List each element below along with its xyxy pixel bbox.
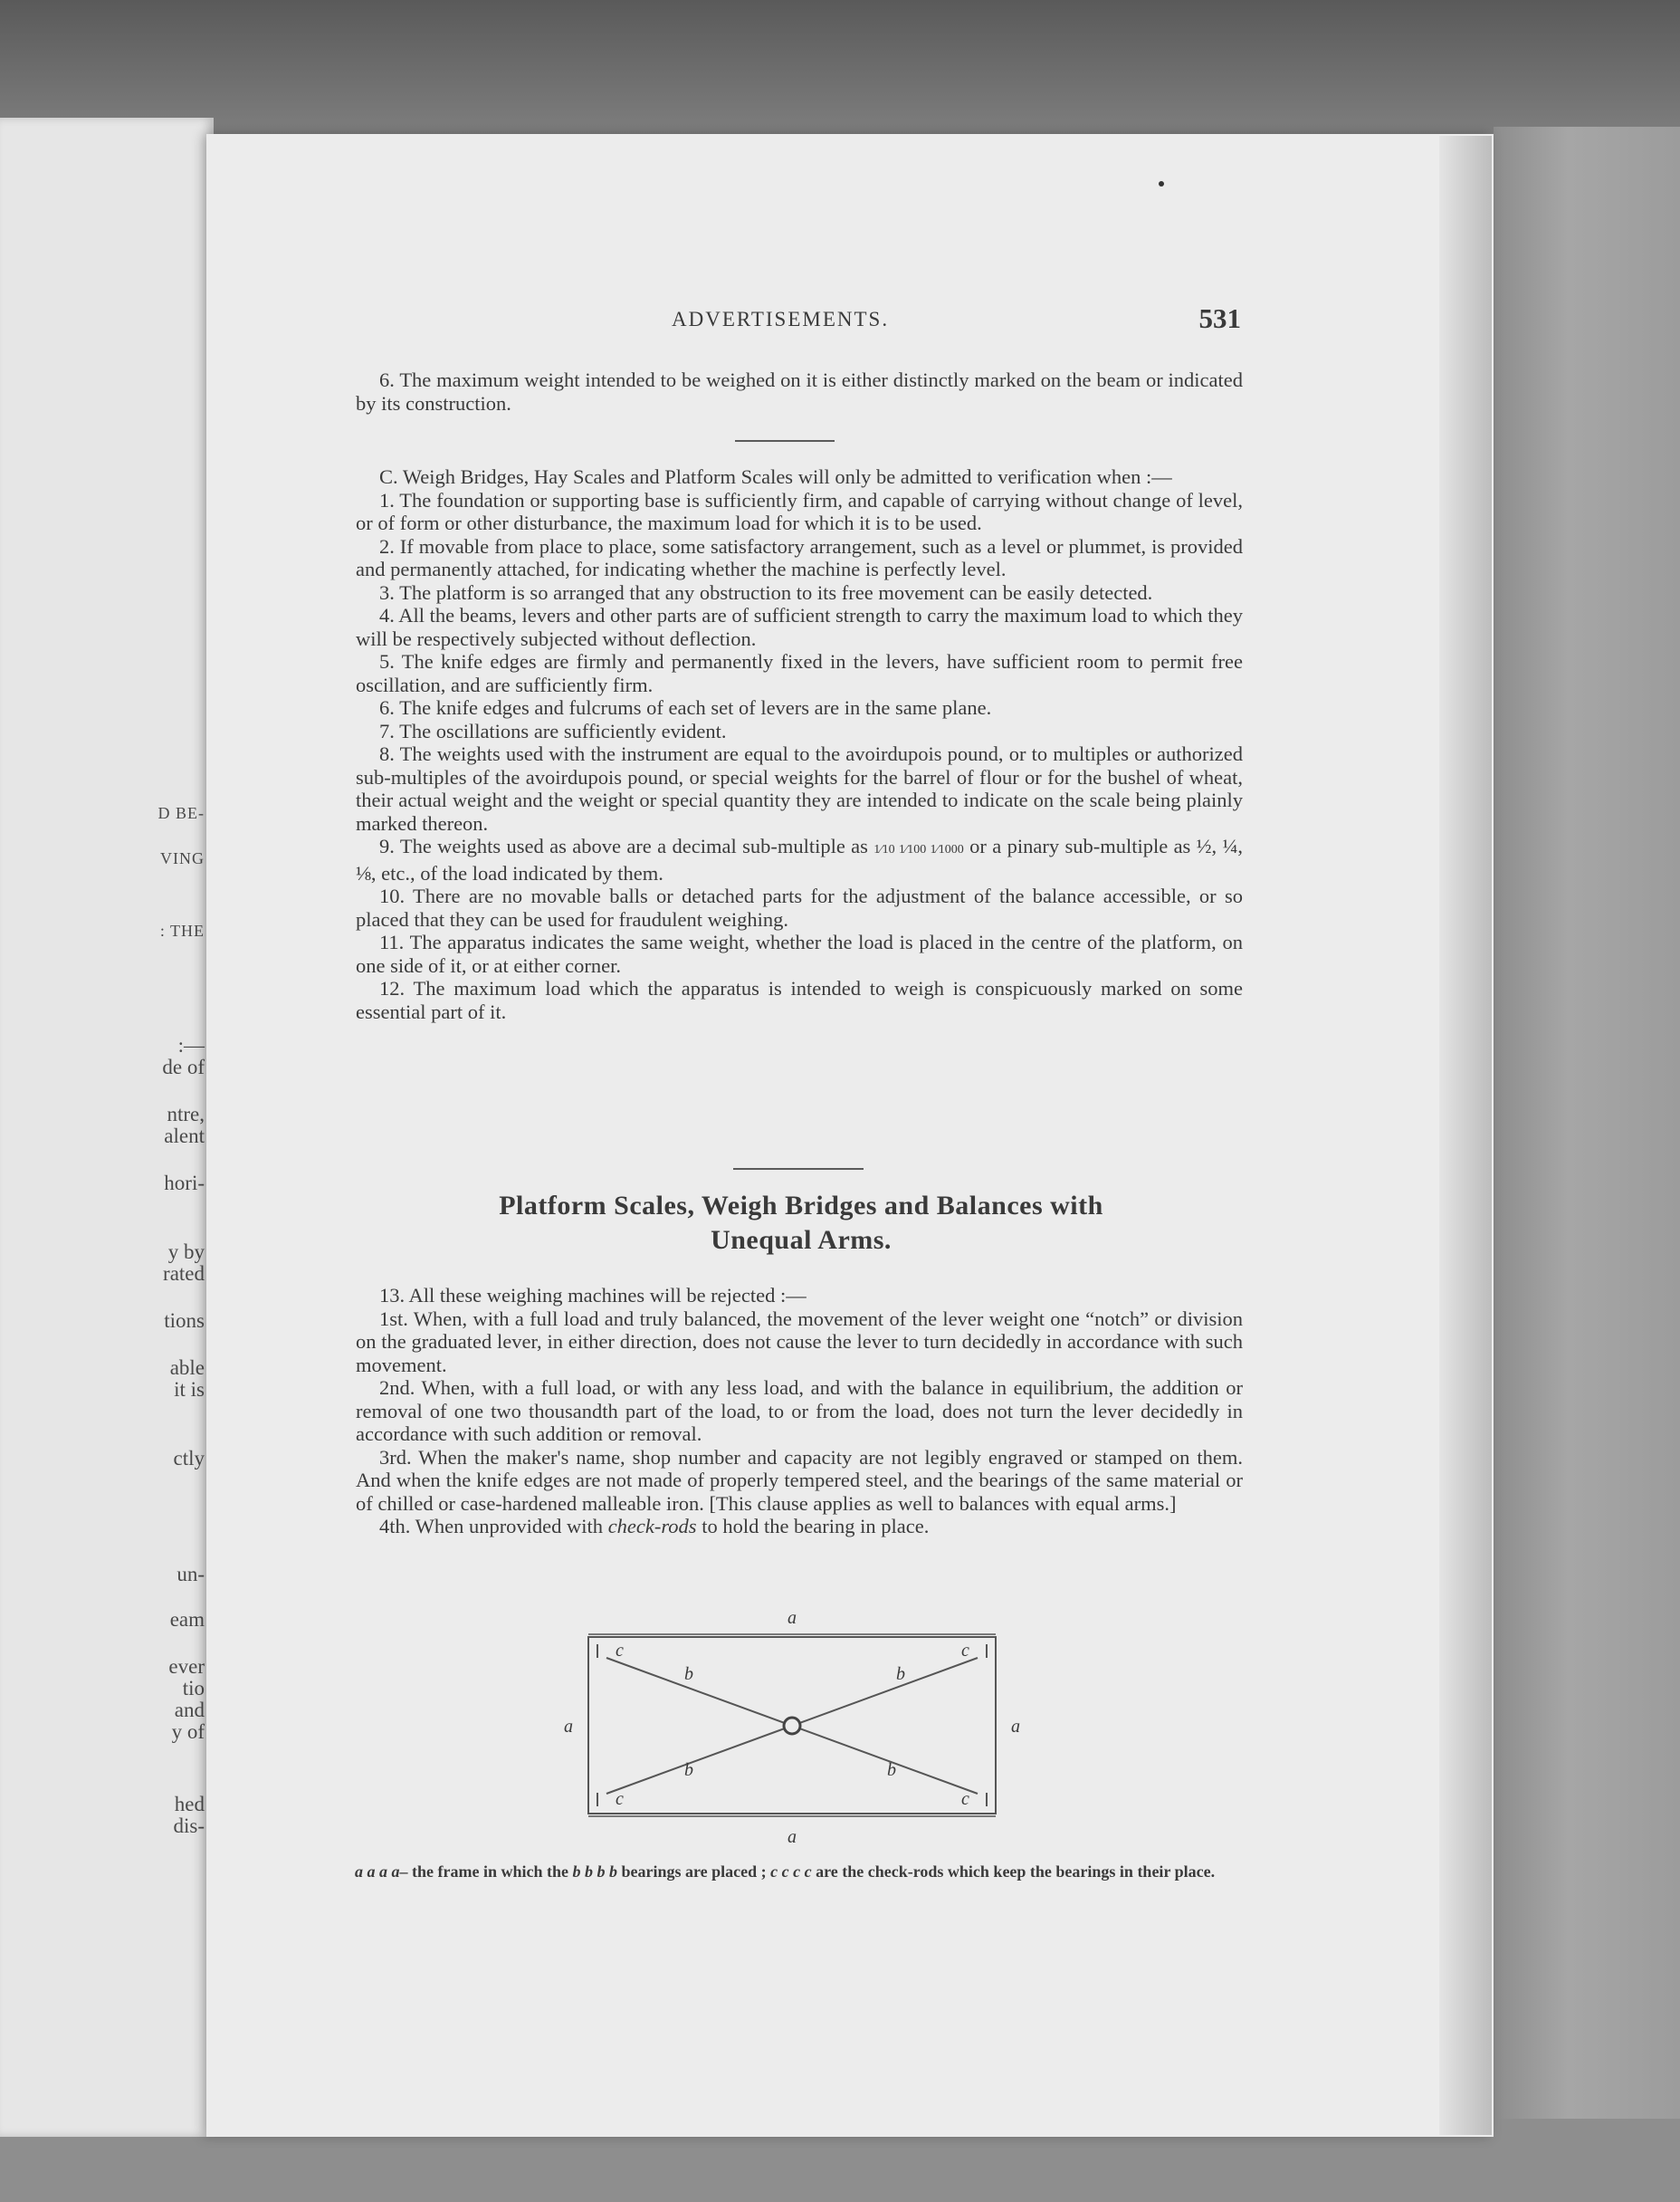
condition-item: 2. If movable from place to place, some satisfactory arrangement, such as a level or plummet, is provided and permanently attached, for indicating whether the machine is perfectly level.	[356, 534, 1243, 580]
rejection-item: 2nd. When, with a full load, or with any less load, and with the balance in equilibrium, the addition or removal of one two thousandth part of the load, to or from the load, does not turn the lever decidedly in accordance with such addition or removal.	[356, 1376, 1243, 1445]
label-a-top: a	[788, 1608, 797, 1628]
left-page-fragment: tio	[182, 1677, 205, 1699]
running-header	[358, 304, 1241, 340]
condition-item: 8. The weights used with the instrument are equal to the avoirdupois pound, or to multiples or authorized sub-multiples of the avoirdupois pound, or special weights for the barrel of flour or for the bushel of wheat, their actual weight and the weight or special quantity they are intended to indicate on the scale being plainly marked thereon.	[356, 742, 1243, 835]
label-a-left: a	[564, 1717, 573, 1737]
condition-item: 6. The knife edges and fulcrums of each set of levers are in the same plane.	[379, 696, 992, 719]
heading-line-2: Unequal Arms.	[711, 1225, 892, 1255]
item-4-text-b: to hold the bearing in place.	[696, 1515, 930, 1537]
condition-item: 7. The oscillations are sufficiently evident.	[379, 719, 727, 742]
caption-cccc: c c c c	[770, 1862, 812, 1881]
label-a-bottom: a	[788, 1827, 797, 1847]
condition-item: 11. The apparatus indicates the same weight, whether the load is placed in the centre of the platform, on one side of it, or at either corner.	[356, 931, 1243, 977]
left-page-fragment: it is	[174, 1378, 205, 1401]
condition-item: 12. The maximum load which the apparatus is intended to weigh is conspicuously marked on some essential part of it.	[356, 977, 1243, 1023]
left-page-fragment: un-	[177, 1563, 205, 1585]
caption-part-2: bearings are placed ;	[616, 1862, 771, 1881]
page-edge-shadow	[1439, 136, 1492, 2135]
rejection-item-4	[356, 1515, 1243, 1538]
intro-paragraph	[356, 369, 1243, 415]
rejection-item: 3rd. When the maker's name, shop number and capacity are not legibly engraved or stamped on them. And when the knife edges are not made of properly tempered steel, and the bearings of the same material or of chilled or case-hardened malleable iron. [This clause applies as well to balances with equal arms.]	[356, 1445, 1243, 1515]
left-page-fragment: rated	[163, 1262, 205, 1285]
rejection-intro: 13. All these weighing machines will be rejected :—	[379, 1284, 807, 1307]
left-page-fragment: eam	[169, 1608, 205, 1631]
left-page-fragment: alent	[164, 1125, 205, 1147]
print-speck	[1159, 181, 1164, 187]
left-page-fragment: y of	[171, 1720, 205, 1743]
condition-item: 4. All the beams, levers and other parts are of sufficient strength to carry the maximum load to which they will be respectively subjected without deflection.	[356, 604, 1243, 650]
section-heading	[362, 1189, 1240, 1258]
label-b-bottom-right: b	[887, 1760, 896, 1780]
lever-bottom-left	[606, 1726, 792, 1794]
label-c-top-left: c	[616, 1641, 624, 1661]
check-rod-diagram	[552, 1605, 1032, 1850]
scan-backdrop-right	[1494, 127, 1680, 2202]
label-c-bottom-left: c	[616, 1789, 624, 1809]
heading-line-1: Platform Scales, Weigh Bridges and Balances with	[499, 1191, 1103, 1221]
diagram-svg	[552, 1605, 1032, 1850]
left-page-fragment: y by	[167, 1240, 205, 1263]
section-divider	[735, 440, 835, 442]
condition-item-9	[356, 835, 1243, 885]
left-page-fragment: D BE-	[158, 804, 205, 822]
caption-part-3: are the check-rods which keep the bearings in their place.	[811, 1862, 1216, 1881]
label-b-bottom-left: b	[684, 1760, 693, 1780]
previous-page	[0, 118, 214, 2137]
caption-aaaa: a a a a	[355, 1862, 400, 1881]
left-page-fragment: ntre,	[167, 1103, 205, 1125]
label-c-bottom-right: c	[961, 1789, 969, 1809]
left-page-fragment: ctly	[173, 1447, 205, 1470]
condition-item: 1. The foundation or supporting base is sufficiently firm, and capable of carrying without change of level, or of form or other disturbance, the maximum load for which it is to be used.	[356, 488, 1243, 534]
scan-backdrop-top	[0, 0, 1680, 136]
left-page-fragment: and	[174, 1699, 205, 1721]
condition-item: 5. The knife edges are firmly and permanently fixed in the levers, have sufficient room to permit free oscillation, and are sufficiently firm.	[356, 650, 1243, 696]
caption-part-1: – the frame in which the	[399, 1862, 573, 1881]
left-page-fragment: ever	[168, 1655, 205, 1678]
section-divider	[733, 1168, 864, 1170]
label-b-top-left: b	[684, 1664, 693, 1684]
lever-bottom-right	[792, 1726, 978, 1794]
check-rods-term: check-rods	[607, 1515, 697, 1537]
rejection-item: 1st. When, with a full load and truly balanced, the movement of the lever weight one “notch” or division on the graduated lever, in either direction, does not cause the lever to turn decidedly in accordance with such movement.	[356, 1307, 1243, 1376]
label-b-top-right: b	[896, 1664, 905, 1684]
left-page-fragment: :—	[177, 1034, 205, 1057]
left-page-fragment: able	[169, 1356, 205, 1379]
central-pivot	[784, 1718, 800, 1734]
item-9-fractions: 1⁄10 1⁄100 1⁄1000	[873, 843, 964, 857]
condition-item: 3. The platform is so arranged that any obstruction to its free movement can be easily detected.	[379, 580, 1153, 604]
label-a-right: a	[1011, 1717, 1020, 1737]
item-6-text: 6. The maximum weight intended to be weighed on it is either distinctly marked on the beam or indicated by its construction.	[356, 369, 1243, 415]
caption-bbbb: b b b b	[572, 1862, 617, 1881]
section-c-lead: C. Weigh Bridges, Hay Scales and Platform Scales will only be admitted to verification when :—	[379, 465, 1172, 488]
left-page-fragment: VING	[160, 849, 205, 867]
lever-top-right	[792, 1658, 978, 1726]
condition-item: 10. There are no movable balls or detached parts for the adjustment of the balance accessible, or so placed that they can be used for fraudulent weighing.	[356, 885, 1243, 931]
left-page-fragment: : THE	[159, 922, 205, 940]
label-c-top-right: c	[961, 1641, 969, 1661]
left-page-fragment: dis-	[173, 1814, 205, 1837]
left-page-fragment: de of	[162, 1056, 205, 1078]
item-9-text-a: 9. The weights used as above are a decimal sub-multiple as	[379, 835, 868, 857]
left-page-fragment: hed	[174, 1793, 205, 1815]
page-number: 531	[1198, 302, 1241, 334]
lever-top-left	[606, 1658, 792, 1726]
diagram-caption	[355, 1862, 1244, 1881]
left-page-fragment: hori-	[164, 1172, 205, 1194]
item-4-text-a: 4th. When unprovided with	[379, 1515, 608, 1537]
running-title: ADVERTISEMENTS.	[672, 308, 890, 330]
rejection-body	[356, 1284, 1243, 1538]
section-c-body	[356, 465, 1243, 1023]
left-page-fragment: tions	[164, 1309, 205, 1332]
item-9-text-b: or a pinary sub-multiple as ½, ¼, ⅛, etc., of the load indicated by them.	[356, 835, 1244, 885]
